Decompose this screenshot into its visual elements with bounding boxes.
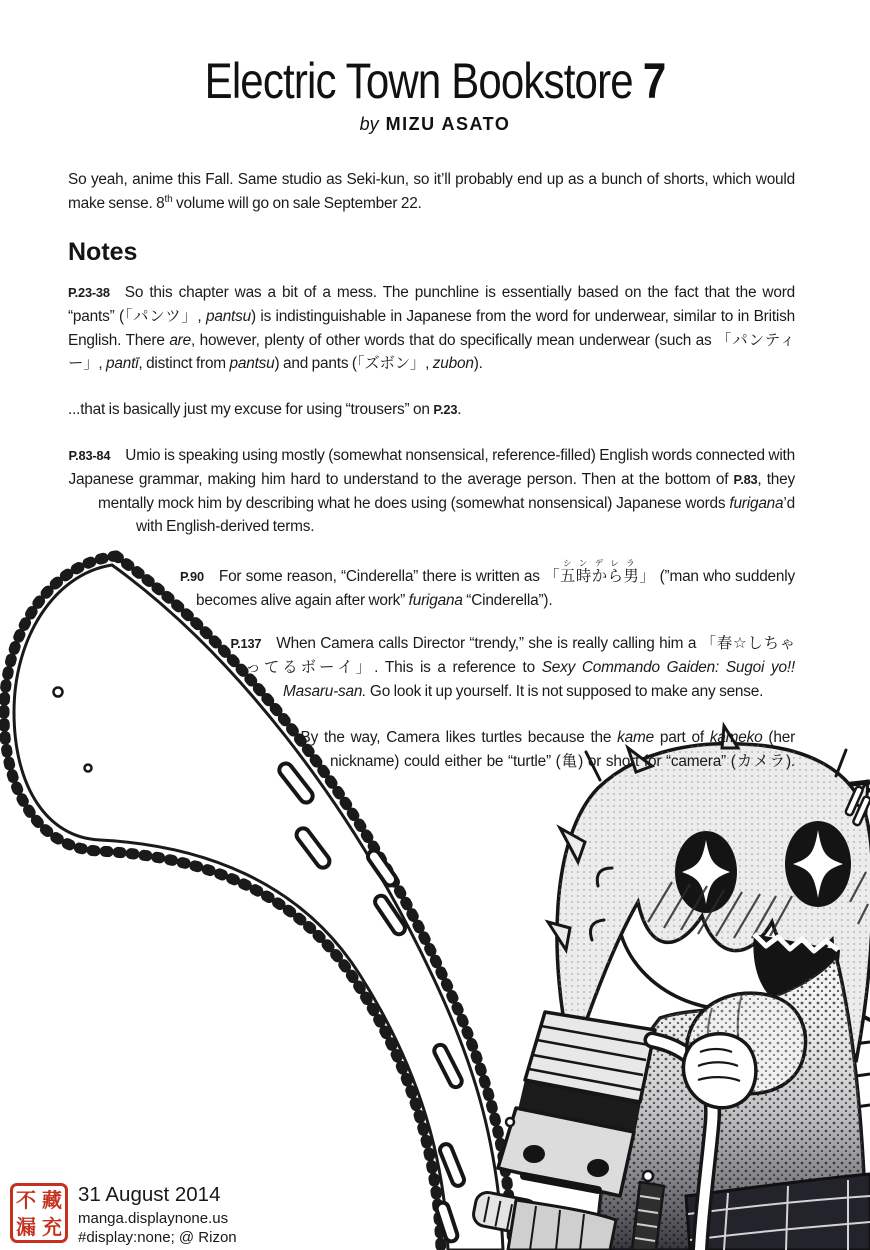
- nose-rivet: [85, 765, 92, 772]
- gripping-hand: [683, 1034, 755, 1108]
- header: [0, 52, 870, 135]
- notes-heading: Notes: [68, 238, 138, 266]
- note-p23-38: P.23-38 So this chapter was a bit of a mess. The punchline is essentially based on the fact that the word “pants” (「パンツ」, pantsu) is indistinguishable in Japanese from the word for underwear, similar to in British English. There are, however, plenty of other words that do specifically mean underwear (such as 「パンティー」, pantī, distinct from pantsu) and pants (「ズボン」, zubon).: [68, 284, 795, 373]
- seal-char: 不: [16, 1187, 36, 1212]
- note-p137: P.137 When Camera calls Director “trendy,” she is really calling him a 「春☆しちゃってるボーイ」. This is a reference to Sexy Commando Gaiden: Sugoi yo!! Masaru-san. Go look it up yourself. It is not supposed to make any sense.: [230, 635, 795, 700]
- website-url[interactable]: manga.displaynone.us: [78, 1210, 229, 1227]
- intro-paragraph: So yeah, anime this Fall. Same studio as Seki-kun, so it’ll probably end up as a bunch of shorts, which would make sense. 8th volume will go on sale September 22.: [68, 171, 795, 212]
- seal-char: 藏: [42, 1187, 62, 1212]
- byline-prefix: by: [359, 114, 379, 134]
- byline: [0, 114, 870, 135]
- title-text: Electric Town Bookstore: [204, 53, 633, 109]
- release-date: 31 August 2014: [78, 1183, 221, 1206]
- footer: [78, 1183, 237, 1247]
- page-title: [70, 52, 801, 110]
- irc-channel: #display:none; @ Rizon: [78, 1228, 237, 1246]
- note-camera-turtles: By the way, Camera likes turtles because the kame part of kameko (her nickname) could either be “turtle” (亀) or short for “camera” (カメラ).: [300, 729, 795, 770]
- translator-seal: [10, 1183, 68, 1243]
- author-name: MIZU ASATO: [385, 114, 511, 134]
- note-trousers: ...that is basically just my excuse for using “trousers” on P.23.: [68, 401, 462, 418]
- volume-number: 7: [642, 53, 666, 109]
- note-p90: P.90 For some reason, “Cinderella” there is written as 「五時から男シンデレラ」 (”man who suddenly becomes alive again after work” furigana “Cinderella”).: [180, 558, 795, 609]
- nose-rivet: [54, 688, 63, 697]
- seal-char: 充: [42, 1214, 62, 1239]
- seal-char: 漏: [16, 1214, 36, 1239]
- note-p83-84: P.83-84 Umio is speaking using mostly (somewhat nonsensical, reference-filled) English words connected with Japanese grammar, making him hard to understand to the average person. Then at the bottom of P.83, they mentally mock him by describing what he does using (somewhat nonsensical) Japanese words furigana’d with English-derived terms.: [68, 447, 795, 536]
